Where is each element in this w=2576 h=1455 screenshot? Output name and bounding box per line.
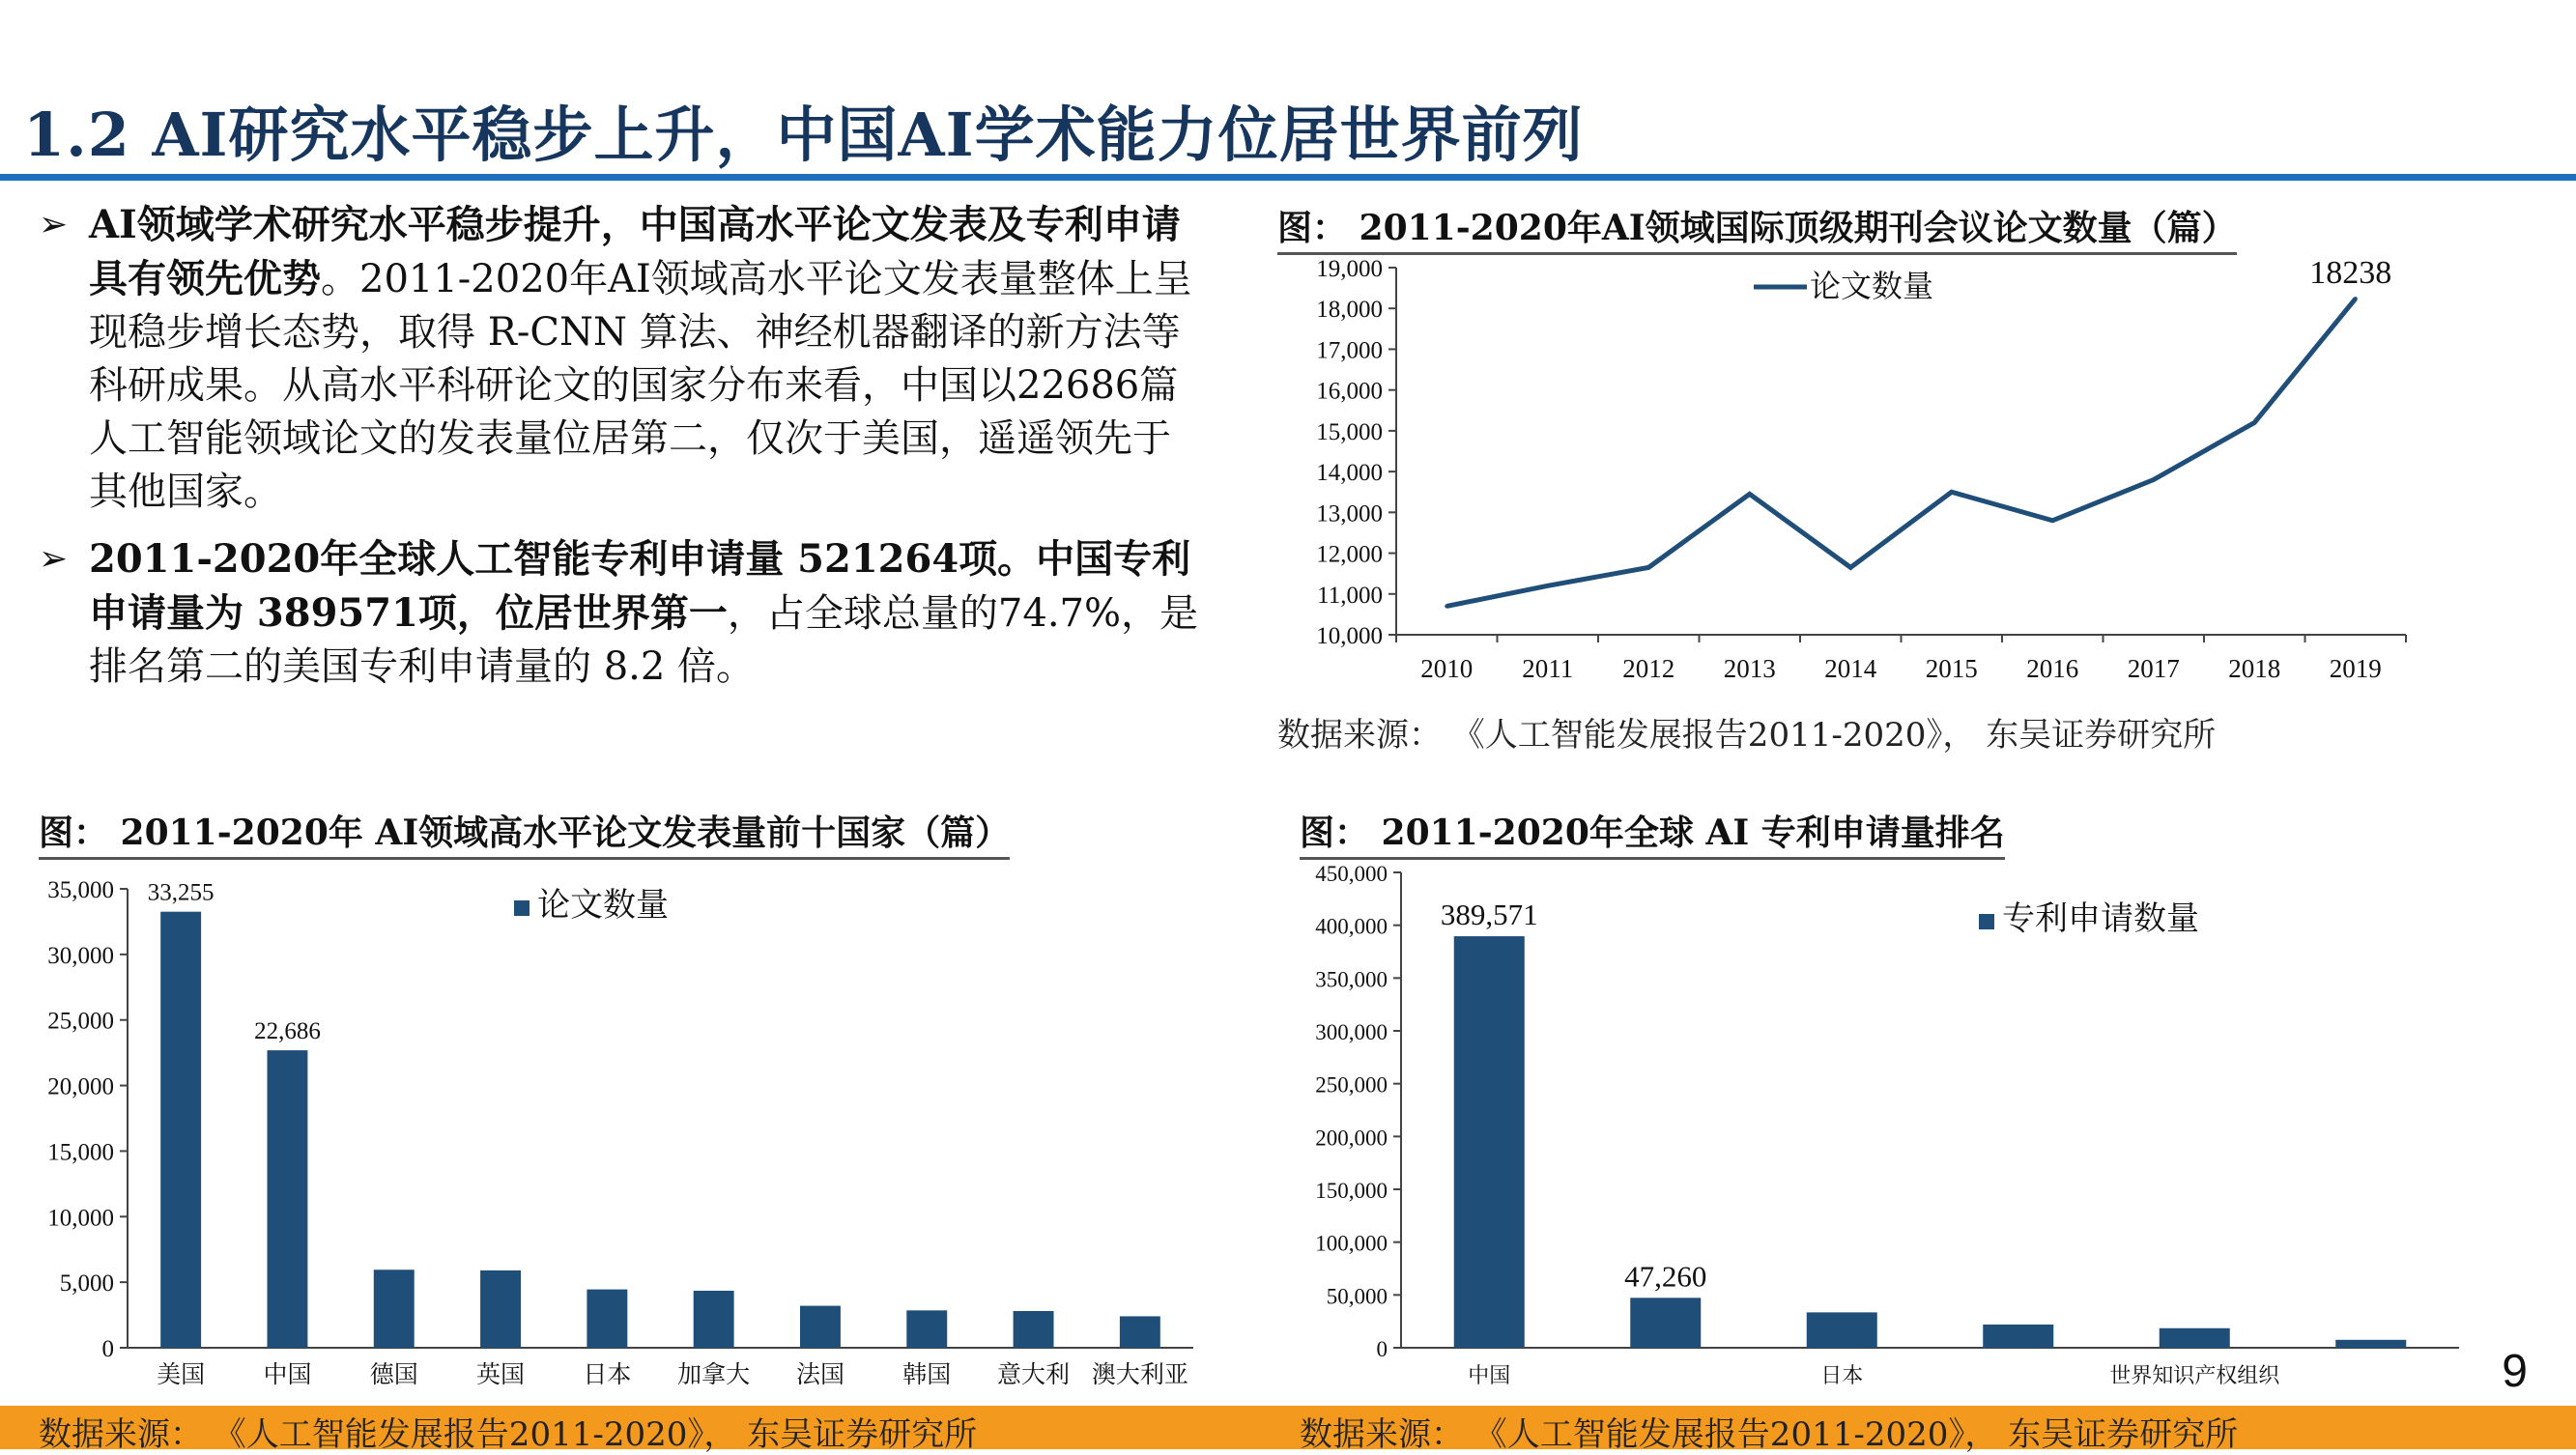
- data-point: [1646, 565, 1650, 569]
- y-tick-label: 50,000: [1326, 1284, 1388, 1309]
- bar: [1014, 1311, 1054, 1348]
- y-tick-label: 300,000: [1315, 1020, 1388, 1044]
- data-point: [2050, 519, 2054, 523]
- x-tick-label: 英国: [476, 1362, 526, 1388]
- y-tick-label: 19,000: [1316, 256, 1383, 282]
- y-tick-label: 250,000: [1315, 1072, 1388, 1098]
- y-tick-label: 14,000: [1316, 460, 1383, 487]
- data-point: [1546, 584, 1550, 587]
- bullet-bold-text: 2011-2020年全球人工智能专利申请量 521264项。中国专利申请量为 389571项，位居世界第一: [89, 536, 1191, 636]
- x-tick-label: 意大利: [997, 1362, 1071, 1388]
- y-tick-label: 150,000: [1315, 1179, 1388, 1203]
- bar: [694, 1291, 734, 1348]
- arrow-bullet-icon: ➢: [39, 205, 69, 244]
- bullet-item: [39, 198, 1198, 519]
- x-tick-label: 2018: [2228, 654, 2281, 683]
- bar: [1630, 1298, 1701, 1348]
- line-chart-source: 数据来源： 《人工智能发展报告2011-2020》， 东吴证券研究所: [1277, 716, 2217, 755]
- y-tick-label: 350,000: [1315, 967, 1388, 992]
- y-tick-label: 18,000: [1316, 297, 1383, 324]
- data-label: 47,260: [1624, 1259, 1707, 1294]
- bar: [2335, 1340, 2406, 1348]
- y-tick-label: 200,000: [1315, 1126, 1388, 1151]
- y-tick-label: 16,000: [1316, 378, 1383, 405]
- series-line: [1446, 299, 2356, 606]
- x-tick-label: 2010: [1420, 654, 1474, 683]
- page-title: 1.2 AI研究水平稳步上升，中国AI学术能力位居世界前列: [23, 100, 1584, 170]
- patent-chart-source: 数据来源： 《人工智能发展报告2011-2020》， 东吴证券研究所: [1300, 1415, 2239, 1454]
- data-point: [1748, 492, 1752, 496]
- country-chart-figure-title: 图： 2011-2020年 AI领域高水平论文发表量前十国家（篇）: [39, 806, 1010, 860]
- x-tick-label: 2012: [1622, 654, 1675, 683]
- bar: [587, 1290, 627, 1348]
- y-tick-label: 11,000: [1317, 582, 1383, 609]
- y-tick-label: 15,000: [47, 1139, 114, 1166]
- y-tick-label: 450,000: [1315, 862, 1388, 886]
- x-tick-label: 中国: [1468, 1363, 1511, 1387]
- bar: [374, 1270, 415, 1348]
- bullet-text: ，占全球总量的74.7%，是排名第二的美国专利申请量的 8.2 倍。: [89, 591, 1198, 689]
- y-tick-label: 0: [101, 1336, 114, 1362]
- x-tick-label: 澳大利亚: [1091, 1362, 1188, 1388]
- y-tick-label: 10,000: [1316, 623, 1383, 649]
- x-tick-label: 2016: [2026, 654, 2079, 683]
- bullet-text: 。2011-2020年AI领域高水平论文发表量整体上呈现稳步增长态势，取得 R-CNN 算法、神经机器翻译的新方法等科研成果。从高水平科研论文的国家分布来看，中国以22686篇人工智能领域论文的发表量位居第二，仅次于美国，遥遥领先于其他国家。: [89, 257, 1192, 514]
- bullet-item: [39, 532, 1198, 694]
- x-tick-label: 2011: [1522, 654, 1574, 683]
- y-tick-label: 17,000: [1316, 337, 1383, 364]
- legend-swatch: [1979, 914, 1994, 929]
- x-tick-label: 日本: [583, 1362, 632, 1388]
- bar: [2160, 1328, 2230, 1348]
- bar: [1454, 936, 1525, 1348]
- x-tick-label: 2017: [2127, 654, 2180, 683]
- y-tick-label: 10,000: [47, 1205, 114, 1232]
- legend-label: 论文数量: [1810, 269, 1934, 303]
- title-divider: [0, 174, 2576, 181]
- data-point: [2252, 420, 2256, 424]
- bar: [1807, 1312, 1877, 1348]
- y-tick-label: 30,000: [47, 942, 114, 969]
- data-label: 389,571: [1440, 898, 1538, 932]
- y-tick-label: 100,000: [1315, 1231, 1388, 1256]
- y-tick-label: 15,000: [1316, 418, 1383, 445]
- y-tick-label: 5,000: [59, 1270, 114, 1298]
- country-bar-chart: [19, 855, 1237, 1396]
- y-tick-label: 0: [1376, 1337, 1388, 1361]
- legend-swatch: [514, 900, 530, 916]
- data-label: 18238: [2309, 255, 2392, 292]
- page-number: 9: [2502, 1346, 2528, 1397]
- data-point: [1950, 490, 1954, 494]
- y-tick-label: 400,000: [1315, 914, 1388, 939]
- x-tick-label: 加拿大: [677, 1362, 751, 1388]
- data-label: 33,255: [147, 879, 215, 906]
- x-tick-label: 2014: [1824, 654, 1877, 683]
- y-tick-label: 20,000: [47, 1073, 114, 1100]
- x-tick-label: 2015: [1925, 654, 1978, 683]
- legend-label: 专利申请数量: [2002, 901, 2199, 937]
- arrow-bullet-icon: ➢: [39, 539, 69, 579]
- x-tick-label: 世界知识产权组织: [2109, 1363, 2280, 1387]
- bar: [267, 1050, 307, 1348]
- x-tick-label: 法国: [795, 1362, 844, 1388]
- bar: [906, 1310, 947, 1348]
- bar: [480, 1270, 521, 1348]
- line-chart: [1266, 246, 2425, 700]
- country-chart-source: 数据来源： 《人工智能发展报告2011-2020》， 东吴证券研究所: [39, 1415, 978, 1454]
- y-tick-label: 13,000: [1316, 500, 1383, 528]
- patent-chart-figure-title: 图： 2011-2020年全球 AI 专利申请量排名: [1300, 806, 2005, 860]
- data-point: [1848, 565, 1852, 569]
- bar: [800, 1306, 841, 1348]
- bar: [1120, 1316, 1160, 1348]
- line-chart-figure-title: 图： 2011-2020年AI领域国际顶级期刊会议论文数量（篇）: [1277, 201, 2237, 255]
- x-tick-label: 美国: [157, 1362, 206, 1388]
- x-tick-label: 日本: [1820, 1363, 1864, 1387]
- y-tick-label: 25,000: [47, 1008, 114, 1035]
- patent-bar-chart: [1266, 855, 2483, 1396]
- data-label: 22,686: [254, 1018, 321, 1045]
- bar: [1983, 1325, 2053, 1348]
- x-tick-label: 中国: [263, 1362, 312, 1388]
- x-tick-label: 2013: [1723, 654, 1776, 683]
- data-point: [1445, 604, 1448, 608]
- legend-label: 论文数量: [537, 888, 669, 924]
- x-tick-label: 德国: [369, 1362, 418, 1388]
- data-point: [2354, 297, 2358, 300]
- x-tick-label: 2019: [2329, 654, 2382, 683]
- y-tick-label: 35,000: [47, 877, 114, 903]
- data-point: [2152, 478, 2156, 482]
- bar: [160, 912, 201, 1348]
- x-tick-label: 韩国: [902, 1362, 952, 1388]
- bullet-list: [39, 198, 1198, 707]
- bullet-bold-text: AI领域学术研究水平稳步提升，中国高水平论文发表及专利申请具有领先优势: [89, 202, 1181, 301]
- y-tick-label: 12,000: [1316, 541, 1383, 568]
